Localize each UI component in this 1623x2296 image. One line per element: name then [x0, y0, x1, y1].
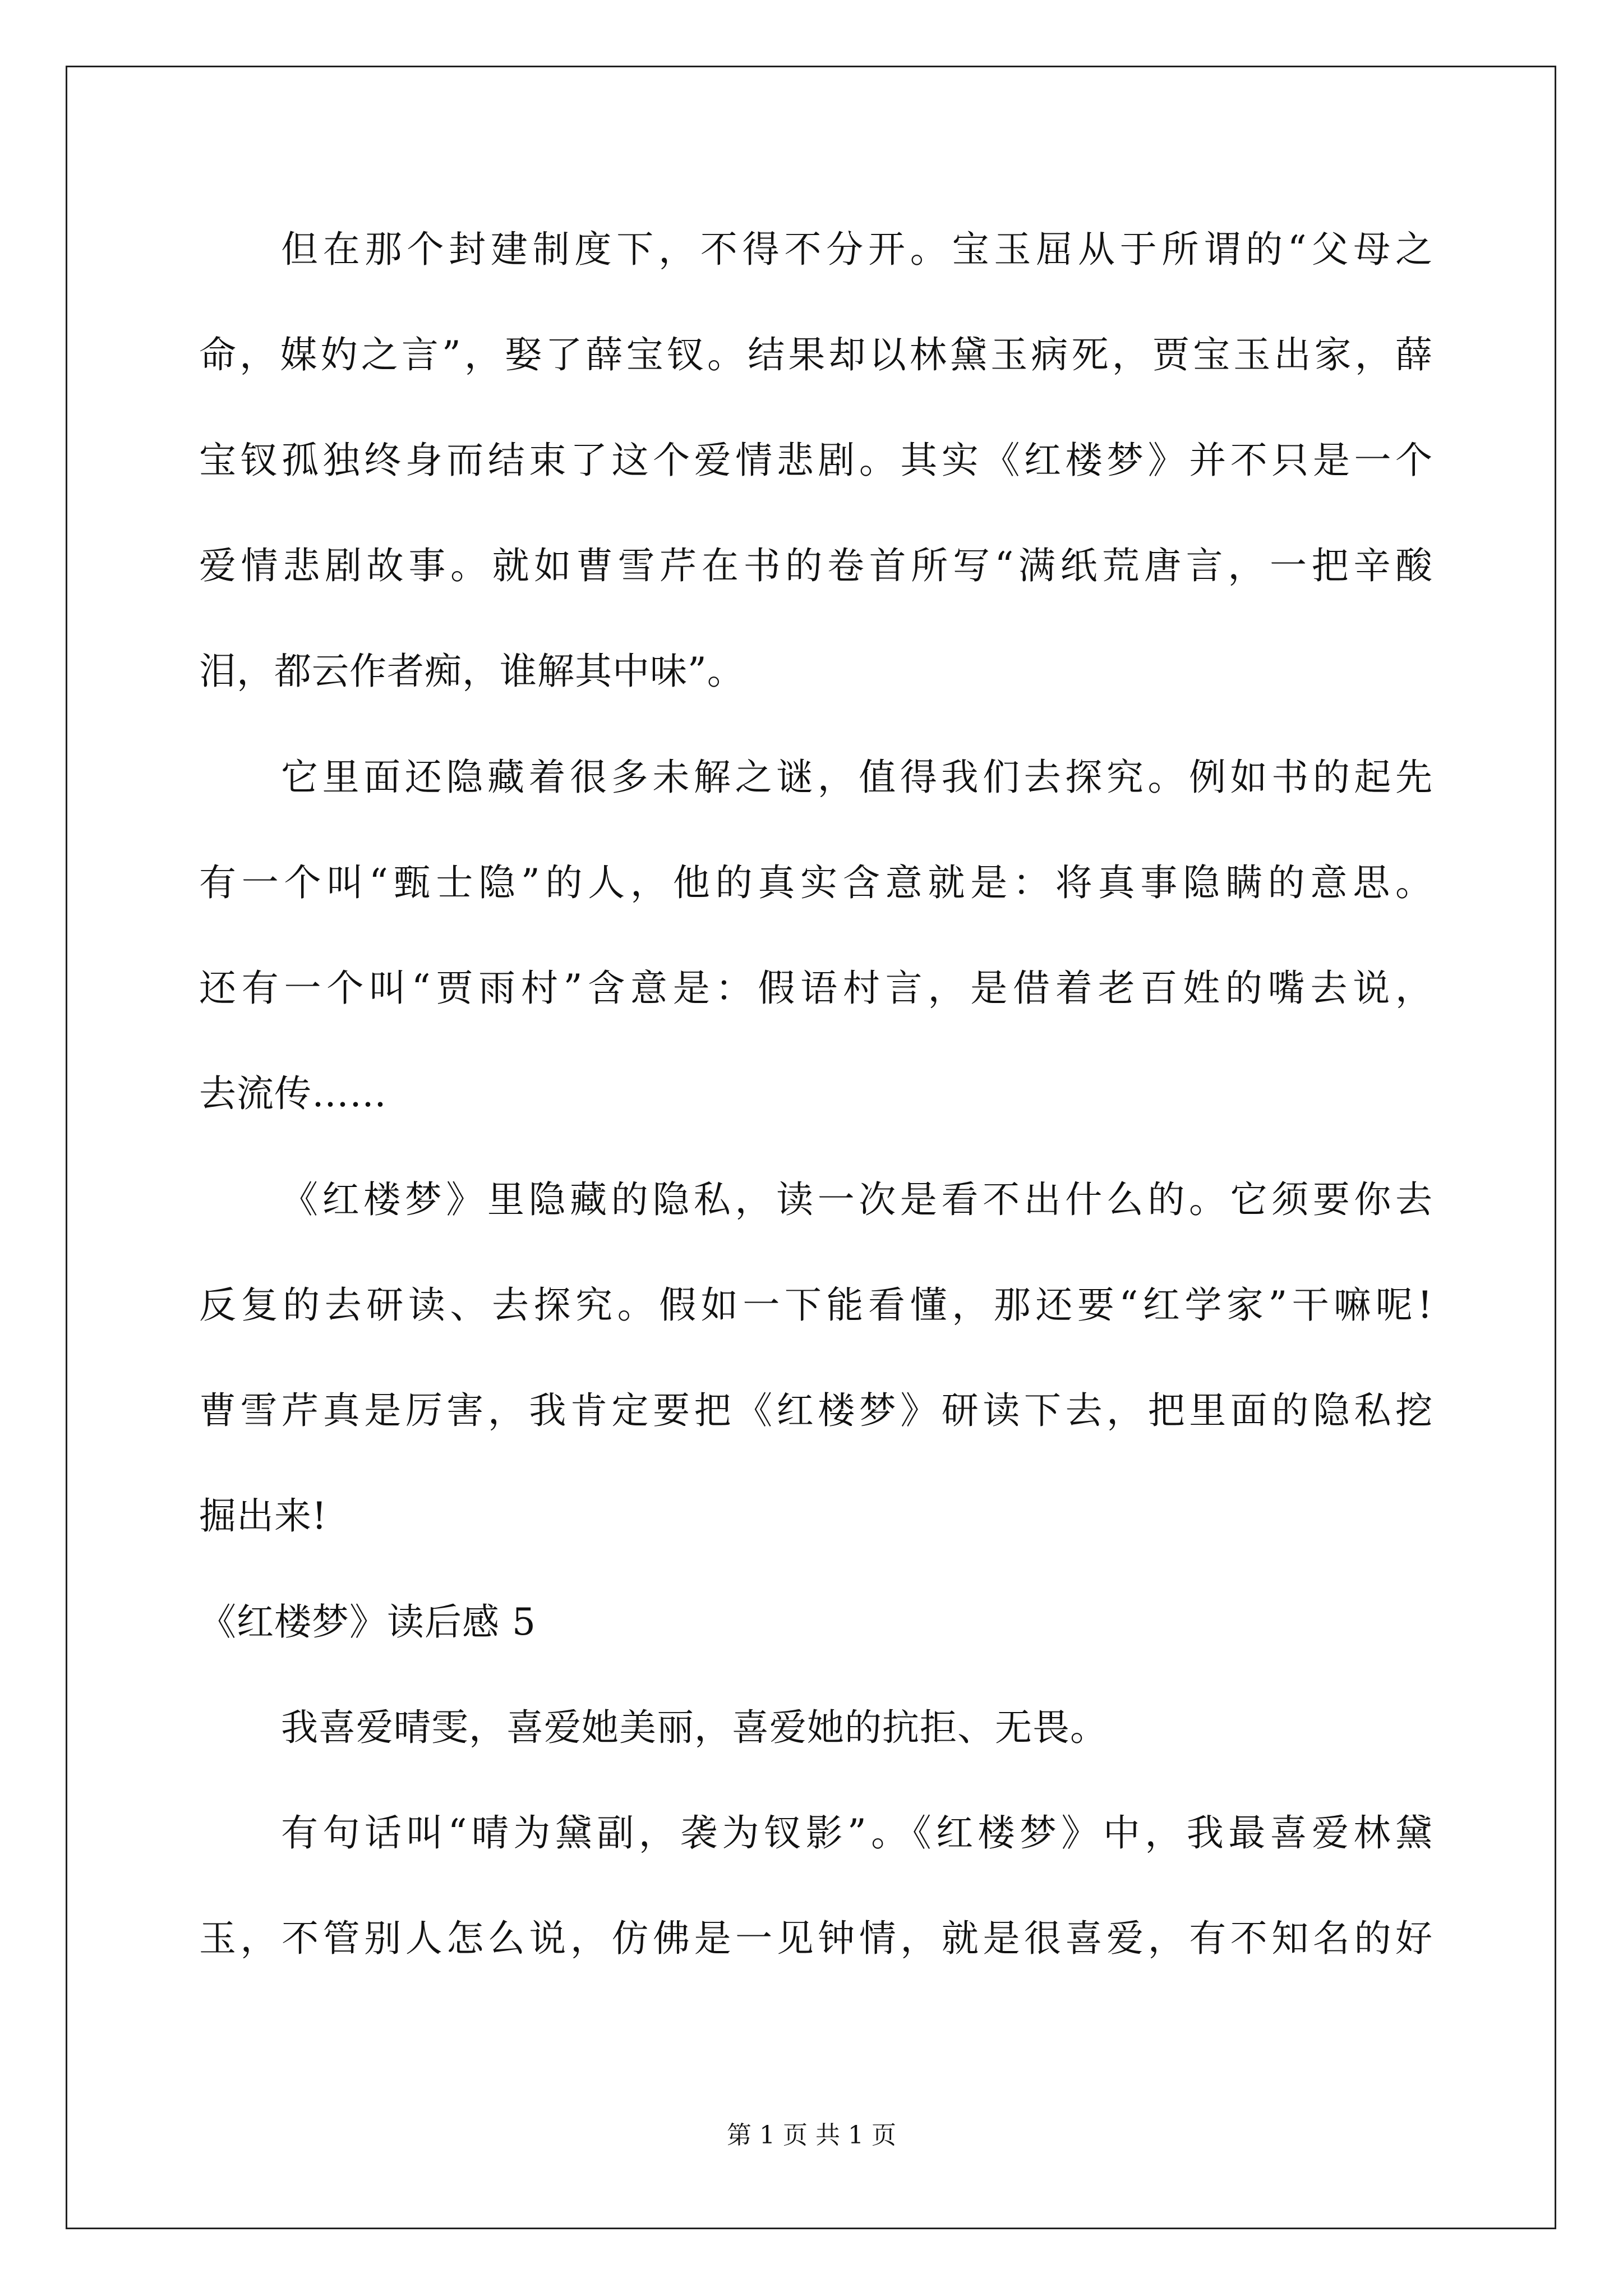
paragraph-line: 宝钗孤独终身而结束了这个爱情悲剧。其实《红楼梦》并不只是一个 — [199, 439, 1433, 482]
paragraph-line: 反复的去研读、去探究。假如一下能看懂，那还要“红学家”干嘛呢! — [199, 1283, 1433, 1327]
section-heading: 《红楼梦》读后感 5 — [199, 1600, 536, 1644]
page-border — [66, 66, 1556, 2229]
page-footer: 第 1 页 共 1 页 — [727, 2121, 896, 2150]
paragraph-line: 《红楼梦》里隐藏的隐私，读一次是看不出什么的。它须要你去 — [281, 1178, 1433, 1221]
paragraph-line: 有一个叫“甄士隐”的人，他的真实含意就是：将真事隐瞒的意思。 — [199, 861, 1433, 904]
paragraph-line: 有句话叫“晴为黛副，袭为钗影”。《红楼梦》中，我最喜爱林黛 — [281, 1811, 1433, 1855]
paragraph-line: 我喜爱晴雯，喜爱她美丽，喜爱她的抗拒、无畏。 — [281, 1706, 1108, 1749]
paragraph-line: 还有一个叫“贾雨村”含意是：假语村言，是借着老百姓的嘴去说， — [199, 967, 1433, 1010]
paragraph-line: 但在那个封建制度下，不得不分开。宝玉屈从于所谓的“父母之 — [281, 228, 1433, 271]
paragraph-line: 命，媒妁之言”，娶了薛宝钗。结果却以林黛玉病死，贾宝玉出家，薛 — [199, 333, 1433, 376]
paragraph-line: 去流传…… — [199, 1072, 387, 1115]
paragraph-line: 泪，都云作者痴，谁解其中味”。 — [199, 650, 745, 693]
paragraph-line: 它里面还隐藏着很多未解之谜，值得我们去探究。例如书的起先 — [281, 756, 1433, 799]
paragraph-line: 掘出来! — [199, 1494, 328, 1538]
paragraph-line: 玉，不管别人怎么说，仿佛是一见钟情，就是很喜爱，有不知名的好 — [199, 1917, 1433, 1960]
paragraph-line: 曹雪芹真是厉害，我肯定要把《红楼梦》研读下去，把里面的隐私挖 — [199, 1389, 1433, 1432]
paragraph-line: 爱情悲剧故事。就如曹雪芹在书的卷首所写“满纸荒唐言，一把辛酸 — [199, 544, 1433, 587]
